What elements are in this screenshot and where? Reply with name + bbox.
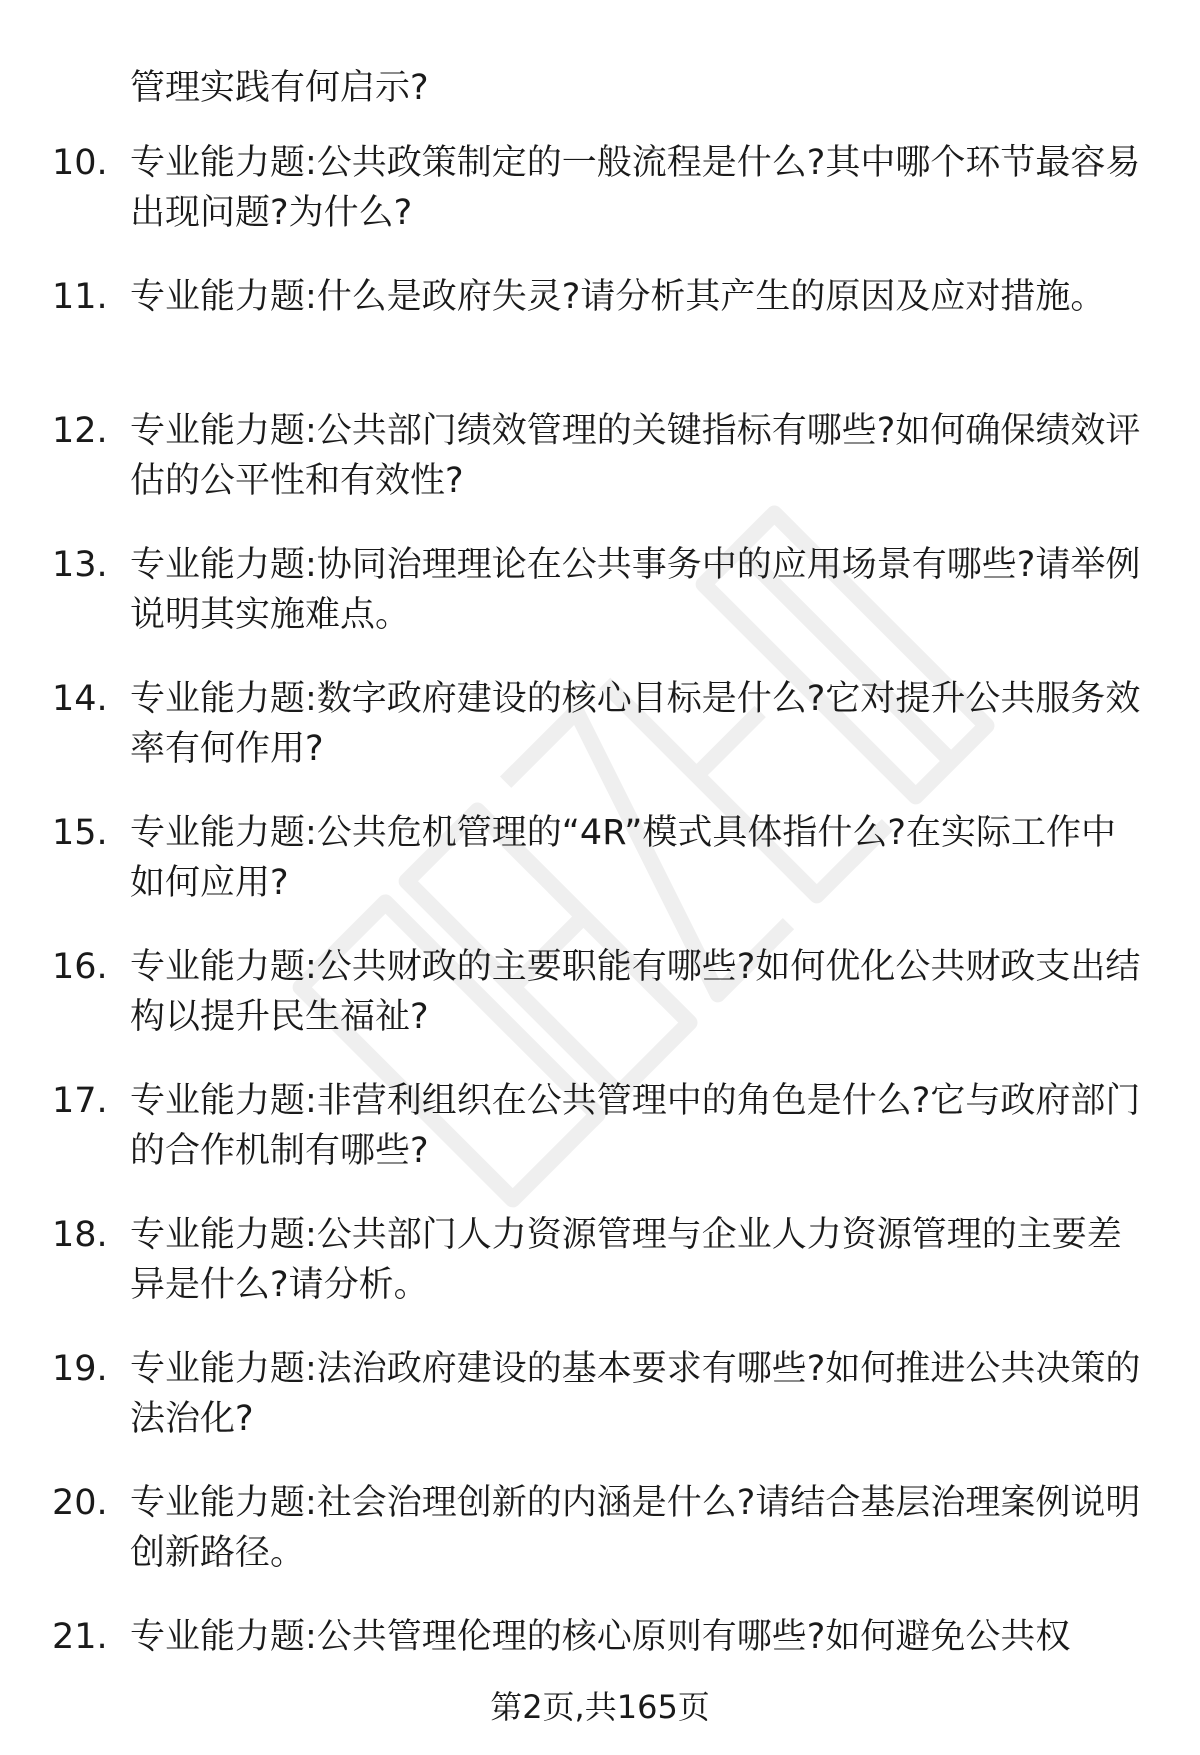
question-item	[0, 1478, 1200, 1612]
question-text: 专业能力题:什么是政府失灵?请分析其产生的原因及应对措施。	[130, 277, 1106, 317]
question-item	[0, 674, 1200, 808]
question-item	[0, 540, 1200, 674]
question-text: 专业能力题:公共政策制定的一般流程是什么?其中哪个环节最容易出现问题?为什么?	[130, 143, 1141, 233]
question-number: 17.	[52, 1081, 108, 1121]
question-number: 13.	[52, 545, 108, 585]
question-item	[0, 808, 1200, 942]
question-text: 专业能力题:公共危机管理的“4R”模式具体指什么?在实际工作中如何应用?	[130, 813, 1116, 903]
question-number: 11.	[52, 277, 108, 317]
question-item	[0, 1076, 1200, 1210]
question-text: 专业能力题:非营利组织在公共管理中的角色是什么?它与政府部门的合作机制有哪些?	[130, 1081, 1141, 1171]
question-number: 21.	[52, 1617, 108, 1657]
continuation-text: 管理实践有何启示?	[130, 68, 429, 108]
question-text: 专业能力题:公共部门绩效管理的关键指标有哪些?如何确保绩效评估的公平性和有效性?	[130, 411, 1141, 501]
question-item	[0, 406, 1200, 540]
question-number: 15.	[52, 813, 108, 853]
question-item	[0, 1344, 1200, 1478]
question-number: 14.	[52, 679, 108, 719]
question-text: 专业能力题:公共管理伦理的核心原则有哪些?如何避免公共权	[130, 1617, 1071, 1657]
question-item	[0, 1210, 1200, 1344]
question-list	[0, 138, 1200, 1746]
question-item	[0, 138, 1200, 272]
question-number: 20.	[52, 1483, 108, 1523]
question-item	[0, 942, 1200, 1076]
question-text: 专业能力题:公共部门人力资源管理与企业人力资源管理的主要差异是什么?请分析。	[130, 1215, 1122, 1305]
question-text: 专业能力题:协同治理理论在公共事务中的应用场景有哪些?请举例说明其实施难点。	[130, 545, 1141, 635]
question-number: 10.	[52, 143, 108, 183]
question-item	[0, 272, 1200, 406]
question-text: 专业能力题:社会治理创新的内涵是什么?请结合基层治理案例说明创新路径。	[130, 1483, 1141, 1573]
question-number: 18.	[52, 1215, 108, 1255]
question-text: 专业能力题:数字政府建设的核心目标是什么?它对提升公共服务效率有何作用?	[130, 679, 1141, 769]
question-number: 19.	[52, 1349, 108, 1389]
page-footer: 第2页,共165页	[490, 1688, 710, 1726]
question-text: 专业能力题:法治政府建设的基本要求有哪些?如何推进公共决策的法治化?	[130, 1349, 1141, 1439]
question-number: 16.	[52, 947, 108, 987]
question-text: 专业能力题:公共财政的主要职能有哪些?如何优化公共财政支出结构以提升民生福祉?	[130, 947, 1141, 1037]
question-number: 12.	[52, 411, 108, 451]
